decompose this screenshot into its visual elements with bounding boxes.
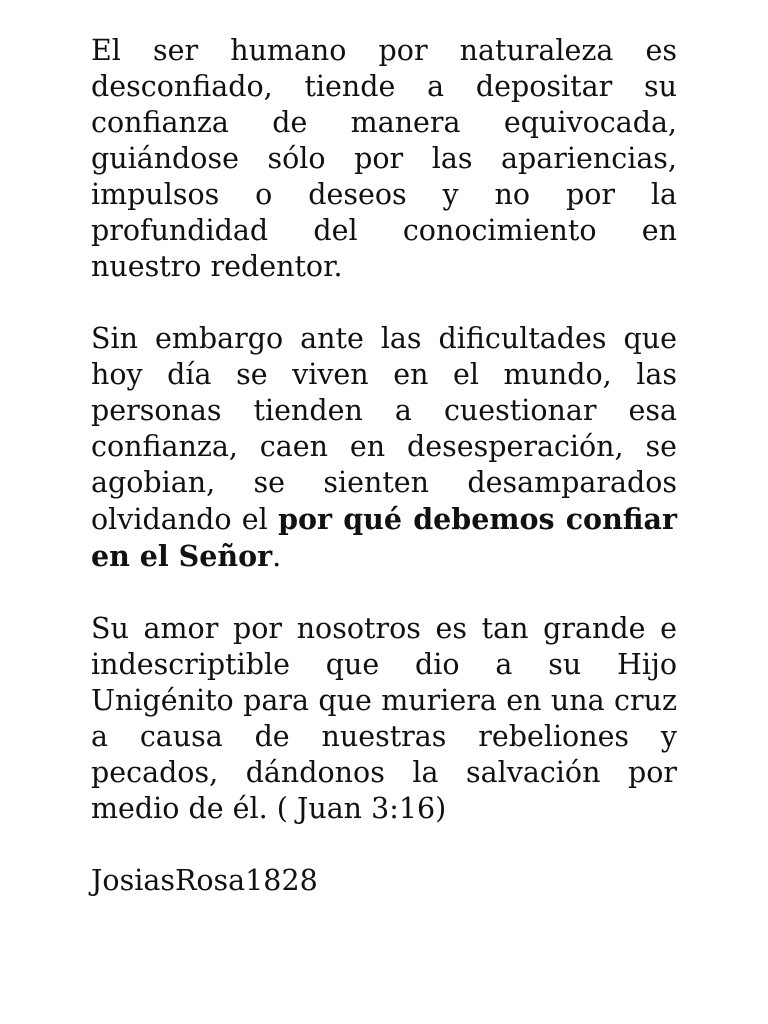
paragraph-difficulties [91, 321, 677, 575]
author-signature: JosiasRosa1828 [91, 864, 318, 897]
paragraph-love: Su amor por nosotros es tan grande e indescriptible que dio a su Hijo Unigénito para que muriera en una cruz a causa de nuestras rebeliones y pecados, dándonos la salvación por medio de él. ( Juan 3:16) [91, 612, 677, 825]
emphasis-trust-the-lord: por qué debemos confiar en el Señor [91, 502, 677, 573]
document-page [91, 33, 677, 899]
paragraph-intro: El ser humano por naturaleza es desconfiado, tiende a depositar su confianza de manera equivocada, guiándose sólo por las apariencias, impulsos o deseos y no por la profundidad del conocimiento en nuestro redentor. [91, 34, 677, 283]
paragraph-difficulties-text: Sin embargo ante las dificultades que hoy día se viven en el mundo, las personas tienden a cuestionar esa confianza, caen en desesperación, se agobian, se sienten desamparados olvidando el [91, 322, 677, 536]
paragraph-difficulties-end: . [272, 540, 282, 573]
